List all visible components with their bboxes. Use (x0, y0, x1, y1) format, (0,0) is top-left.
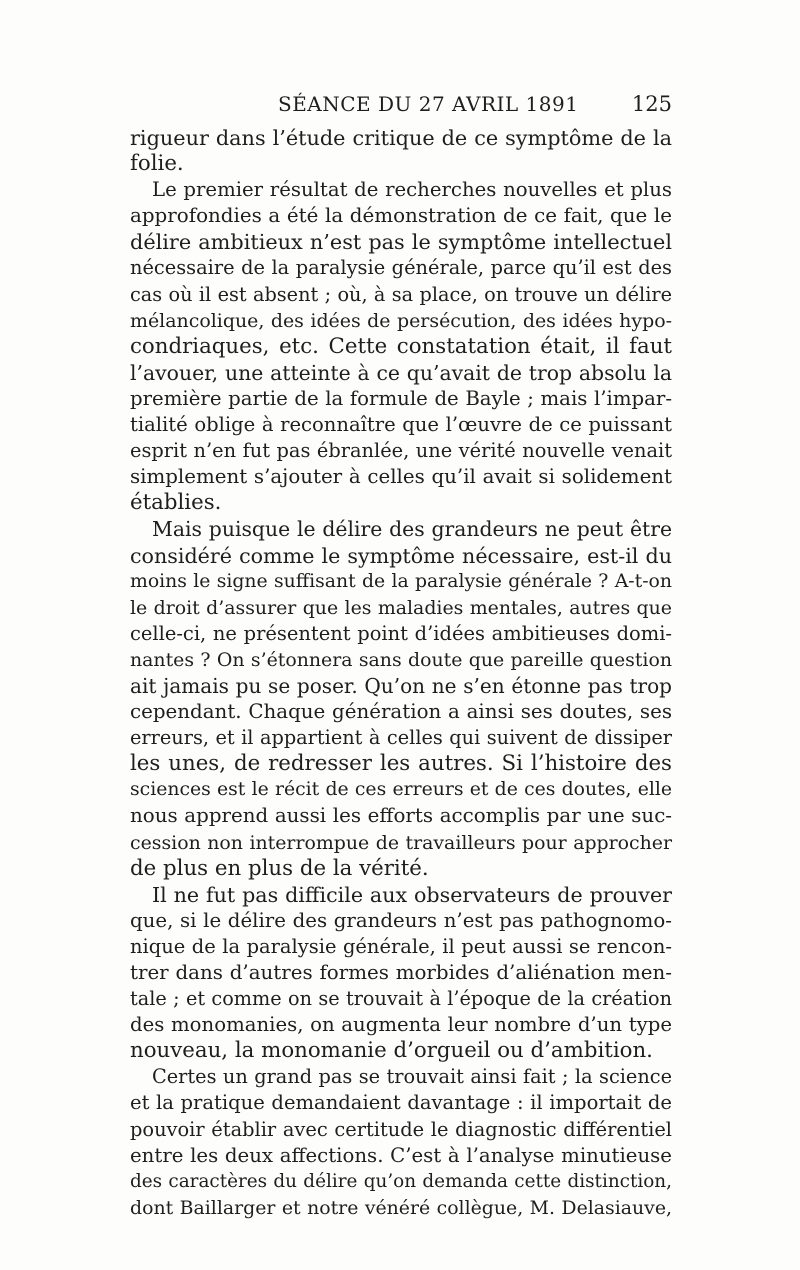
text-line: considéré comme le symptôme nécessaire, est-il du (130, 543, 672, 568)
text-line: de plus en plus de la vérité. (130, 855, 429, 881)
running-head (130, 92, 672, 122)
text-line: cependant. Chaque génération a ainsi ses doutes, ses (130, 700, 672, 724)
text-line: cas où il est absent ; où, à sa place, on trouve un délire (130, 282, 672, 306)
text-line: folie. (130, 151, 184, 177)
text-line: l’avouer, une atteinte à ce qu’avait de trop absolu la (130, 360, 672, 385)
text-line: entre les deux affections. C’est à l’analyse minutieuse (130, 1143, 672, 1167)
text-line: le droit d’assurer que les maladies mentales, autres que (130, 596, 672, 619)
text-line: condriaques, etc. Cette constatation était, il faut (130, 333, 672, 359)
text-line: nique de la paralysie générale, il peut aussi se rencon- (130, 934, 672, 958)
text-line: nantes ? On s’étonnera sans doute que pareille question (130, 648, 672, 671)
text-line: dont Baillarger et notre vénéré collègue, M. Delasiauve, (130, 1196, 672, 1219)
paragraph-first-line: Mais puisque le délire des grandeurs ne peut être (152, 517, 672, 542)
text-line: que, si le délire des grandeurs n’est pas pathognomo- (130, 908, 672, 932)
paragraph-first-line: Il ne fut pas difficile aux observateurs de prouver (152, 882, 672, 907)
text-line: sciences est le récit de ces erreurs et de ces doutes, elle (130, 779, 672, 801)
text-line: mélancolique, des idées de persécution, des idées hypo- (130, 309, 672, 332)
running-title: SÉANCE DU 27 AVRIL 1891 (278, 92, 579, 116)
text-line: erreurs, et il appartient à celles qui suivent de dissiper (130, 726, 672, 750)
text-line: ait jamais pu se poser. Qu’on ne s’en étonne pas trop (130, 673, 672, 698)
text-line: cession non interrompue de travailleurs pour approcher (130, 831, 672, 854)
text-line: celle-ci, ne présentent point d’idées ambitieuses domi- (130, 621, 672, 645)
text-line: nouveau, la monomanie d’orgueil ou d’ambition. (130, 1038, 653, 1064)
text-line: et la pratique demandaient davantage : il importait de (130, 1091, 672, 1115)
page-number: 125 (631, 92, 672, 116)
body-text (130, 125, 672, 1221)
text-line: moins le signe suffisant de la paralysie générale ? A-t-on (130, 570, 672, 592)
text-line: tale ; et comme on se trouvait à l’époque de la création (130, 987, 672, 1011)
text-line: nécessaire de la paralysie générale, parce qu’il est des (130, 256, 672, 280)
text-line: des caractères du délire qu’on demanda cette distinction, (130, 1170, 672, 1192)
text-line: rigueur dans l’étude critique de ce symptôme de la (130, 126, 672, 150)
text-line: trer dans d’autres formes morbides d’aliénation men- (130, 961, 672, 984)
text-line: première partie de la formule de Bayle ; mais l’impar- (130, 386, 672, 410)
text-line: les unes, de redresser les autres. Si l’histoire des (130, 751, 672, 777)
text-line: simplement s’ajouter à celles qu’il avait si solidement (130, 465, 672, 489)
paragraph-first-line: Certes un grand pas se trouvait ainsi fait ; la science (152, 1065, 672, 1089)
text-line: pouvoir établir avec certitude le diagnostic différentiel (130, 1117, 672, 1141)
text-line: des monomanies, on augmenta leur nombre d’un type (130, 1013, 672, 1037)
text-line: délire ambitieux n’est pas le symptôme intellectuel (130, 230, 672, 255)
text-line: esprit n’en fut pas ébranlée, une vérité nouvelle venait (130, 439, 672, 463)
text-line: tialité oblige à reconnaître que l’œuvre de ce puissant (130, 413, 672, 437)
paragraph-first-line: Le premier résultat de recherches nouvelles et plus (152, 178, 672, 202)
text-line: nous apprend aussi les efforts accomplis par une suc- (130, 804, 672, 828)
text-line: approfondies a été la démonstration de ce fait, que le (130, 204, 672, 228)
text-line: établies. (130, 490, 222, 516)
